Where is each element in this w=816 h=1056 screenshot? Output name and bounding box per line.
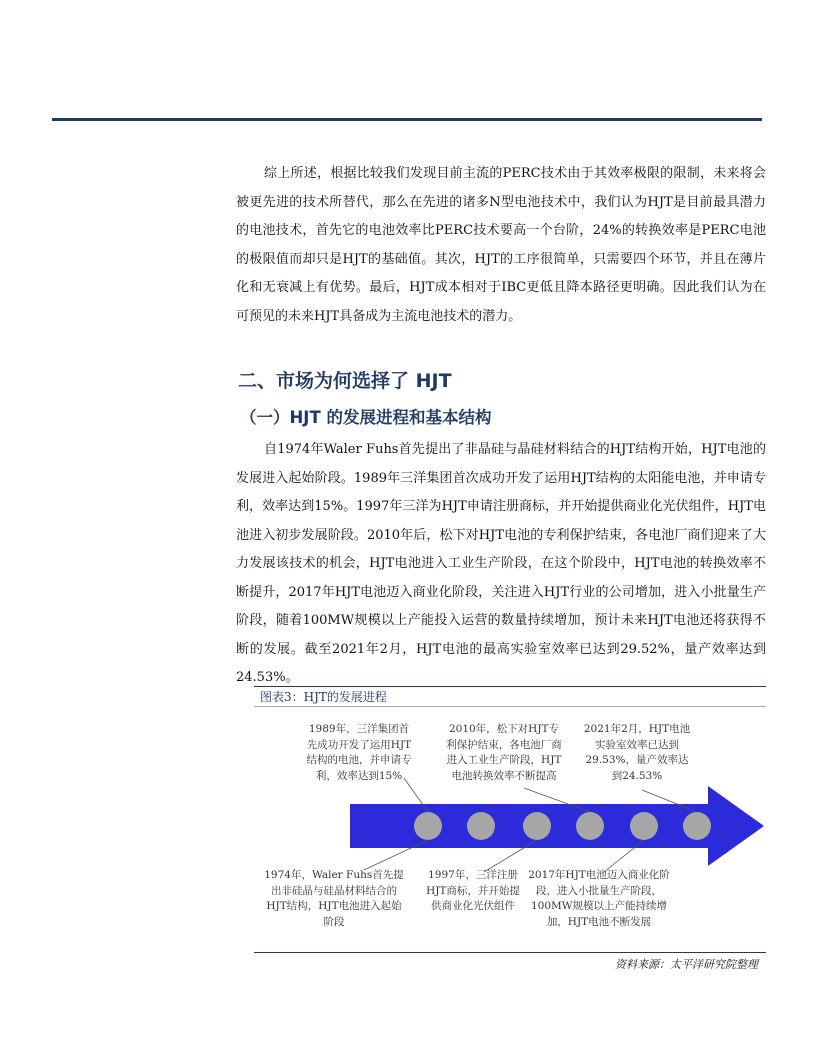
hjt-timeline-figure — [254, 712, 766, 942]
timeline-note-1989: 1989年，三洋集团首先成功开发了运用HJT结构的电池，并申请专利，效率达到15% — [306, 723, 412, 782]
timeline-dot — [523, 812, 551, 840]
figure-caption-top-rule — [254, 686, 766, 687]
subsection-heading: （一）HJT 的发展进程和基本结构 — [240, 408, 492, 427]
source-note: 资料来源：太平洋研究院整理 — [615, 958, 758, 971]
timeline-dot — [414, 812, 442, 840]
figure-caption: 图表3：HJT的发展进程 — [260, 690, 387, 704]
figure-bottom-rule — [254, 952, 766, 953]
timeline-dot — [683, 812, 711, 840]
timeline-note-2010: 2010年，松下对HJT专利保护结束，各电池厂商进入工业生产阶段，HJT电池转换效率不断提高 — [446, 723, 562, 782]
timeline-note-2021: 2021年2月，HJT电池实验室效率已达到29.53%，量产效率达到24.53% — [583, 723, 691, 782]
timeline-dot — [630, 812, 658, 840]
timeline-note-1997: 1997年，三洋注册HJT商标，并开始提供商业化光伏组件 — [426, 869, 520, 912]
history-paragraph: 自1974年Waler Fuhs首先提出了非晶硅与晶硅材料结合的HJT结构开始，HJT电池的发展进入起始阶段。1989年三洋集团首次成功开发了运用HJT结构的太阳能电池，并申请专利，效率达到15%。1997年三洋为HJT申请注册商标，并开始提供商业化光伏组件，HJT电池进入初步发展阶段。2010年后，松下对HJT电池的专利保护结束，各电池厂商们迎来了大力发展该技术的机会，HJT电池进入工业生产阶段，在这个阶段中，HJT电池的转换效率不断提升，2017年HJT电池迈入商业化阶段，关注进入HJT行业的公司增加，进入小批量生产阶段，随着100MW规模以上产能投入运营的数量持续增加，预计未来HJT电池还将获得不断的发展。截至2021年2月，HJT电池的最高实验室效率已达到29.52%，量产效率达到24.53%。 — [236, 442, 766, 685]
section-heading: 二、市场为何选择了 HJT — [238, 370, 452, 392]
header-rule — [52, 118, 762, 121]
timeline-dot — [576, 812, 604, 840]
timeline-note-2017: 2017年HJT电池迈入商业化阶段，进入小批量生产阶段，100MW规模以上产能持续增加，HJT电池不断发展 — [528, 869, 670, 928]
summary-paragraph: 综上所述，根据比较我们发现目前主流的PERC技术由于其效率极限的限制，未来将会被更先进的技术所替代，那么在先进的诸多N型电池技术中，我们认为HJT是目前最具潜力的电池技术，首先它的电池效率比PERC技术要高一个台阶，24%的转换效率是PERC电池的极限值而却只是HJT的基础值。其次，HJT的工序很简单，只需要四个环节，并且在薄片化和无衰减上有优势。最后，HJT成本相对于IBC更低且降本路径更明确。因此我们认为在可预见的未来HJT具备成为主流电池技术的潜力。 — [236, 166, 766, 324]
figure-caption-bottom-rule — [254, 706, 766, 707]
timeline-note-1974: 1974年，Waler Fuhs首先提出非硅晶与硅晶材料结合的HJT结构，HJT电池进入起始阶段 — [264, 869, 404, 928]
timeline-dot — [467, 812, 495, 840]
